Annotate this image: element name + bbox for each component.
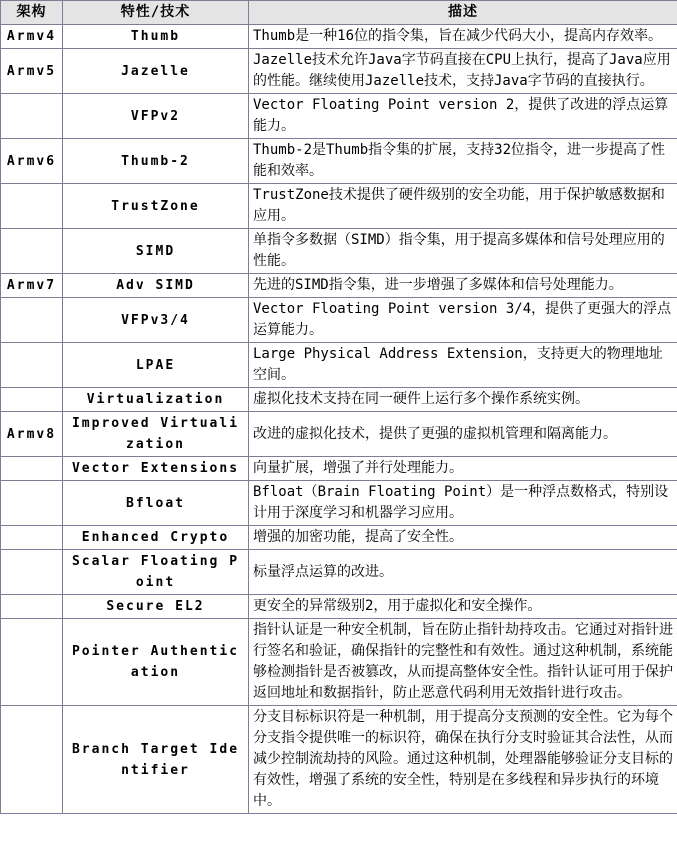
table-row xyxy=(1,94,677,139)
desc-cell: 单指令多数据（SIMD）指令集，用于提高多媒体和信号处理应用的性能。 xyxy=(249,229,677,274)
table-row xyxy=(1,526,677,550)
arch-cell xyxy=(1,706,63,814)
table-body xyxy=(1,25,677,814)
column-header-arch: 架构 xyxy=(1,1,63,25)
desc-cell: 向量扩展，增强了并行处理能力。 xyxy=(249,457,677,481)
table-row xyxy=(1,25,677,49)
table-row xyxy=(1,595,677,619)
arch-cell xyxy=(1,619,63,706)
desc-cell: 先进的SIMD指令集，进一步增强了多媒体和信号处理能力。 xyxy=(249,274,677,298)
table-row xyxy=(1,412,677,457)
arch-cell xyxy=(1,550,63,595)
arch-cell xyxy=(1,343,63,388)
table-row xyxy=(1,706,677,814)
arch-cell: Armv6 xyxy=(1,139,63,184)
table-row xyxy=(1,274,677,298)
desc-cell: 更安全的异常级别2，用于虚拟化和安全操作。 xyxy=(249,595,677,619)
feature-cell: Thumb xyxy=(63,25,249,49)
arch-cell xyxy=(1,526,63,550)
desc-cell: Vector Floating Point version 3/4，提供了更强大的浮点运算能力。 xyxy=(249,298,677,343)
arch-cell xyxy=(1,229,63,274)
table-row xyxy=(1,619,677,706)
desc-cell: Jazelle技术允许Java字节码直接在CPU上执行，提高了Java应用的性能。继续使用Jazelle技术，支持Java字节码的直接执行。 xyxy=(249,49,677,94)
desc-cell: 改进的虚拟化技术，提供了更强的虚拟机管理和隔离能力。 xyxy=(249,412,677,457)
table-header xyxy=(1,1,677,25)
feature-cell: Adv SIMD xyxy=(63,274,249,298)
table-row xyxy=(1,343,677,388)
arch-cell xyxy=(1,298,63,343)
desc-cell: 标量浮点运算的改进。 xyxy=(249,550,677,595)
feature-cell: Jazelle xyxy=(63,49,249,94)
feature-cell: Scalar Floating Point xyxy=(63,550,249,595)
desc-cell: Bfloat（Brain Floating Point）是一种浮点数格式，特别设计用于深度学习和机器学习应用。 xyxy=(249,481,677,526)
arch-cell xyxy=(1,184,63,229)
desc-cell: 虚拟化技术支持在同一硬件上运行多个操作系统实例。 xyxy=(249,388,677,412)
feature-cell: LPAE xyxy=(63,343,249,388)
arch-cell xyxy=(1,388,63,412)
feature-cell: TrustZone xyxy=(63,184,249,229)
feature-cell: Secure EL2 xyxy=(63,595,249,619)
table-row xyxy=(1,184,677,229)
feature-cell: Virtualization xyxy=(63,388,249,412)
feature-cell: Bfloat xyxy=(63,481,249,526)
arch-cell: Armv7 xyxy=(1,274,63,298)
table-row xyxy=(1,229,677,274)
table-row xyxy=(1,550,677,595)
arch-cell xyxy=(1,481,63,526)
column-header-desc: 描述 xyxy=(249,1,677,25)
table-row xyxy=(1,139,677,184)
feature-cell: VFPv3/4 xyxy=(63,298,249,343)
feature-cell: Enhanced Crypto xyxy=(63,526,249,550)
desc-cell: Thumb-2是Thumb指令集的扩展，支持32位指令，进一步提高了性能和效率。 xyxy=(249,139,677,184)
table-row xyxy=(1,457,677,481)
feature-cell: Branch Target Identifier xyxy=(63,706,249,814)
desc-cell: Vector Floating Point version 2，提供了改进的浮点运算能力。 xyxy=(249,94,677,139)
arch-cell: Armv8 xyxy=(1,412,63,457)
table-row xyxy=(1,298,677,343)
feature-cell: Vector Extensions xyxy=(63,457,249,481)
arch-cell: Armv4 xyxy=(1,25,63,49)
arch-cell: Armv5 xyxy=(1,49,63,94)
feature-cell: Pointer Authentication xyxy=(63,619,249,706)
feature-cell: SIMD xyxy=(63,229,249,274)
header-row xyxy=(1,1,677,25)
feature-cell: VFPv2 xyxy=(63,94,249,139)
feature-cell: Improved Virtualization xyxy=(63,412,249,457)
table-row xyxy=(1,49,677,94)
desc-cell: 分支目标标识符是一种机制，用于提高分支预测的安全性。它为每个分支指令提供唯一的标识符，确保在执行分支时验证其合法性，从而减少控制流劫持的风险。通过这种机制，处理器能够验证分支目标的有效性，增强了系统的安全性，特别是在多线程和异步执行的环境中。 xyxy=(249,706,677,814)
desc-cell: TrustZone技术提供了硬件级别的安全功能，用于保护敏感数据和应用。 xyxy=(249,184,677,229)
arch-cell xyxy=(1,595,63,619)
column-header-feature: 特性/技术 xyxy=(63,1,249,25)
desc-cell: Thumb是一种16位的指令集，旨在减少代码大小，提高内存效率。 xyxy=(249,25,677,49)
desc-cell: 指针认证是一种安全机制，旨在防止指针劫持攻击。它通过对指针进行签名和验证，确保指针的完整性和有效性。通过这种机制，系统能够检测指针是否被篡改，从而提高整体安全性。指针认证可用于保护返回地址和数据指针，防止恶意代码利用无效指针进行攻击。 xyxy=(249,619,677,706)
table-row xyxy=(1,388,677,412)
feature-cell: Thumb-2 xyxy=(63,139,249,184)
desc-cell: Large Physical Address Extension，支持更大的物理地址空间。 xyxy=(249,343,677,388)
arch-cell xyxy=(1,457,63,481)
table-row xyxy=(1,481,677,526)
arch-cell xyxy=(1,94,63,139)
desc-cell: 增强的加密功能，提高了安全性。 xyxy=(249,526,677,550)
